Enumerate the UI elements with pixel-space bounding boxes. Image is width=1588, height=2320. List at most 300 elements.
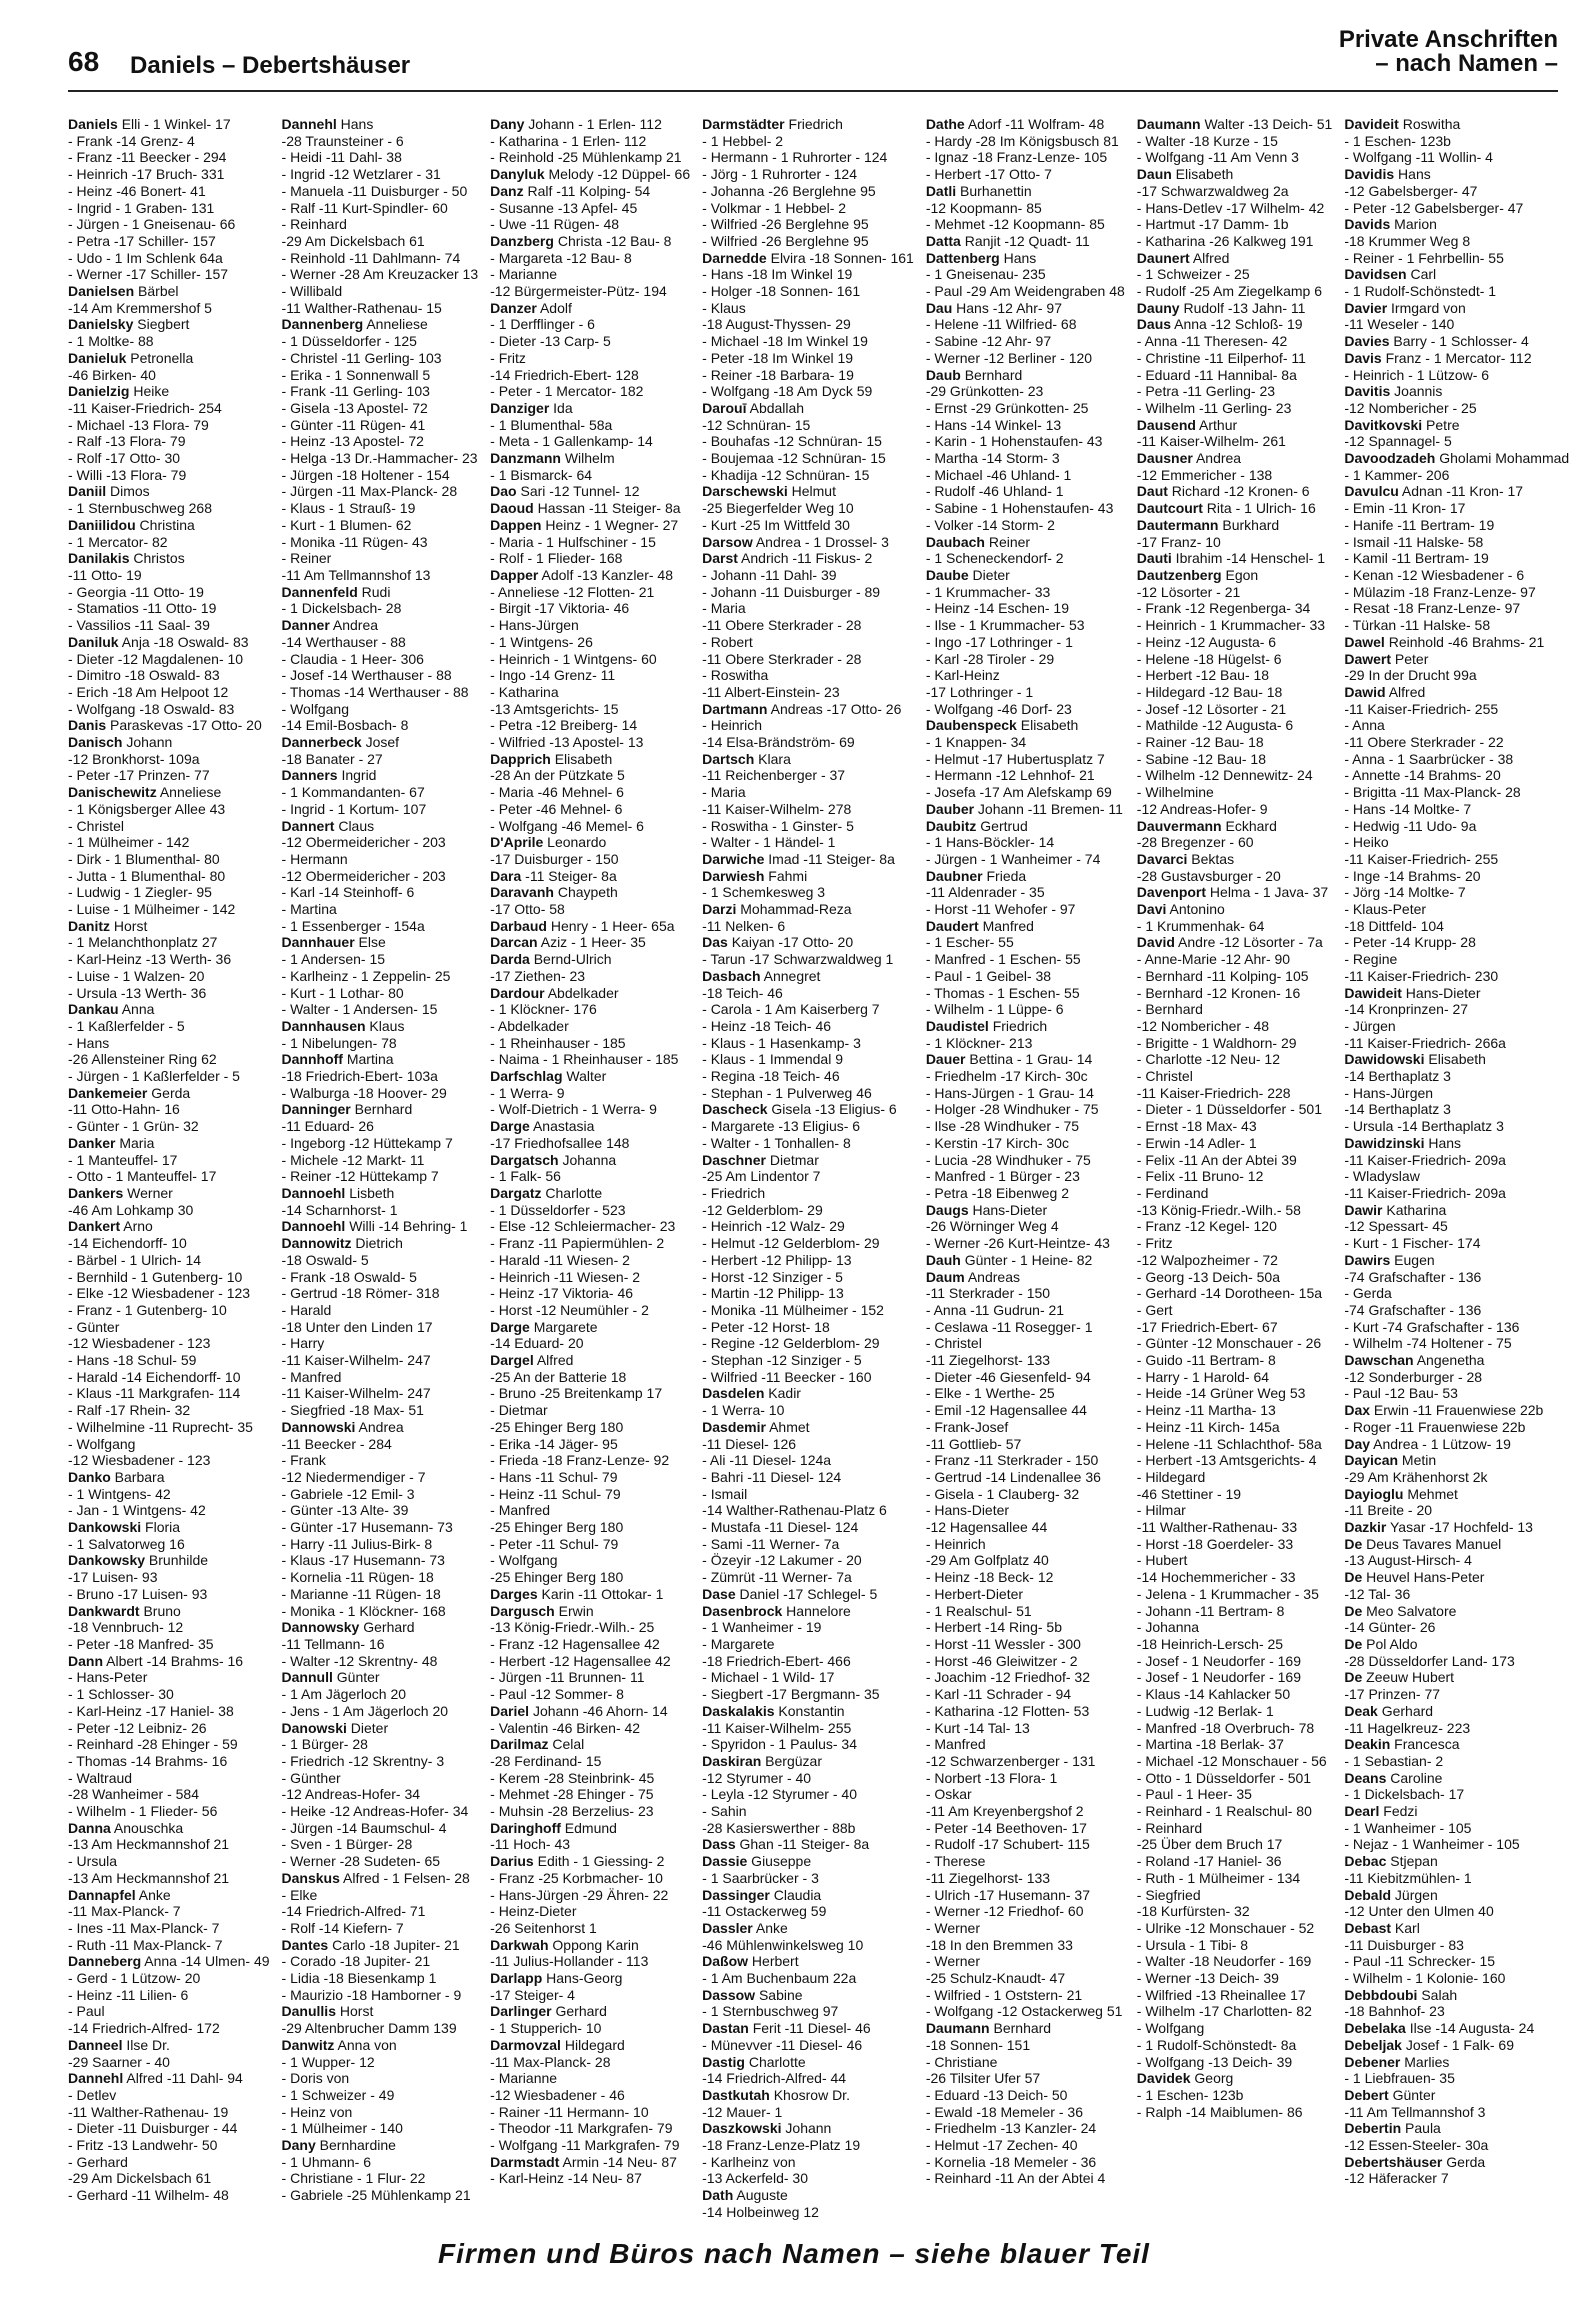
directory-column <box>68 116 270 2216</box>
directory-entry: - Hildegard -12 Bau- 18 <box>1136 683 1283 700</box>
directory-entry: - Heinz -17 Viktoria- 46 <box>490 1285 634 1302</box>
surname: Darcan <box>490 934 538 951</box>
directory-entry: - Margarete <box>702 1635 775 1652</box>
directory-entry: - Karl -28 Tiroler - 29 <box>925 650 1055 667</box>
surname: Daskiran <box>702 1752 762 1769</box>
directory-column <box>1137 116 1333 2216</box>
surname: Danziger <box>490 399 550 416</box>
surname: Dannull <box>281 1669 333 1686</box>
directory-entry: - Heinz -46 Bonert- 41 <box>68 182 206 199</box>
directory-entry: - Erwin -14 Adler- 1 <box>1136 1134 1257 1151</box>
directory-entry: - Peter -14 Beethoven- 17 <box>925 1819 1087 1836</box>
directory-entry: Dayican Metin <box>1344 1452 1437 1469</box>
directory-entry: - Ali -11 Diesel- 124a <box>702 1452 832 1469</box>
directory-entry: - Heinz -11 Kirch- 145a <box>1136 1418 1280 1435</box>
surname: Dassie <box>702 1853 748 1870</box>
surname: De <box>1344 1602 1363 1619</box>
directory-entry: - Johann -11 Bertram- 8 <box>1136 1602 1285 1619</box>
directory-entry: - Klaus - 1 Immendal 9 <box>702 1051 843 1068</box>
directory-entry: -11 Kaiser-Friedrich- 266a <box>1344 1034 1506 1051</box>
surname: Dannhauer <box>281 934 355 951</box>
directory-entry: - Jürgen -18 Holtener - 154 <box>281 466 450 483</box>
directory-entry: -28 Bregenzer - 60 <box>1136 834 1254 851</box>
directory-entry: - Lidia -18 Biesenkamp 1 <box>281 1970 437 1987</box>
directory-entry: -13 König-Friedr.-Wilh.- 58 <box>1136 1201 1301 1218</box>
directory-entry: - 1 Blumenthal- 58a <box>490 416 613 433</box>
surname: Darwiche <box>702 850 765 867</box>
directory-entry: Dax Erwin -11 Frauenwiese 22b <box>1344 1402 1544 1419</box>
directory-entry: -17 Otto- 58 <box>490 901 565 918</box>
directory-entry: -11 Kaiser-Friedrich- 255 <box>1344 700 1499 717</box>
surname: Debeljak <box>1344 2036 1402 2053</box>
directory-entry: - Friedrich <box>702 1185 766 1201</box>
directory-entry: - Bernhard -11 Kolping- 105 <box>1136 967 1309 984</box>
directory-entry: - Walter -18 Kurze - 15 <box>1136 132 1278 149</box>
directory-entry: Daoud Hassan -11 Steiger- 8a <box>490 500 681 517</box>
directory-entry: Dannert Claus <box>281 817 375 834</box>
directory-entry: -12 Nombericher - 25 <box>1344 399 1477 416</box>
directory-entry: - Roland -17 Haniel- 36 <box>1136 1853 1282 1870</box>
surname: Dawert <box>1344 650 1392 667</box>
directory-entry: - Heinz -11 Lilien- 6 <box>68 1986 189 2003</box>
directory-entry: Darsow Andrea - 1 Drossel- 3 <box>702 533 889 550</box>
surname: Dastig <box>702 2053 745 2070</box>
directory-entry: - Günter -12 Monschauer - 26 <box>1136 1335 1322 1352</box>
directory-entry: - Wilfried - 1 Oststern- 21 <box>925 1986 1083 2003</box>
surname: Dauti <box>1136 550 1172 567</box>
directory-entry: - Reiner <box>281 550 332 567</box>
directory-entry: - Paul <box>68 2003 105 2020</box>
directory-entry: - Harald -14 Eichendorff- 10 <box>68 1368 241 1385</box>
directory-entry: -12 Spannagel- 5 <box>1344 433 1452 450</box>
directory-entry: -11 Am Tellmannshof 3 <box>1344 2103 1486 2120</box>
directory-entry: -25 Am Lindentor 7 <box>702 1168 821 1185</box>
directory-entry: - Katharina <box>490 683 559 700</box>
directory-entry: - Klaus -17 Husemann- 73 <box>281 1552 445 1569</box>
directory-entry: -13 Amtsgerichts- 15 <box>490 700 619 717</box>
directory-entry: - Klaus -14 Kahlacker 50 <box>1136 1686 1291 1703</box>
directory-entry: - Karl -14 Steinhoff- 6 <box>281 884 415 901</box>
directory-entry: - Karin - 1 Hohenstaufen- 43 <box>925 433 1103 450</box>
directory-entry: - Bruno -25 Breitenkamp 17 <box>490 1385 663 1402</box>
directory-entry: Daum Andreas <box>925 1268 1020 1285</box>
directory-entry: - Thomas -14 Brahms- 16 <box>68 1752 228 1769</box>
directory-entry: - Uwe -11 Rügen- 48 <box>490 216 620 233</box>
directory-entry: - Klaus <box>702 299 746 316</box>
directory-entry: Davidis Hans <box>1344 166 1431 183</box>
surname: Dannowitz <box>281 1235 352 1252</box>
directory-entry: Dannenfeld Rudi <box>281 583 391 600</box>
directory-entry: -11 Otto- 19 <box>68 566 142 583</box>
directory-entry: -25 Schulz-Knaudt- 47 <box>925 1970 1066 1987</box>
surname: Dankau <box>68 1001 119 1018</box>
directory-entry: - Ruth -11 Max-Planck- 7 <box>68 1936 223 1953</box>
directory-entry: Daumann Bernhard <box>925 2020 1052 2037</box>
directory-entry: - Waltraud <box>68 1769 133 1786</box>
directory-entry: Daringhoff Edmund <box>490 1819 617 1836</box>
directory-entry: - Eduard -13 Deich- 50 <box>925 2086 1068 2103</box>
surname: Dawschan <box>1344 1352 1414 1369</box>
surname: Dawidowski <box>1344 1051 1425 1068</box>
directory-entry: Dasdemir Ahmet <box>702 1418 810 1435</box>
directory-entry: Dannowsky Gerhard <box>281 1619 415 1636</box>
directory-entry: Davis Franz - 1 Mercator- 112 <box>1344 349 1532 366</box>
directory-entry: - Josefa -17 Am Alefskamp 69 <box>925 784 1112 801</box>
surname: Dax <box>1344 1402 1371 1419</box>
directory-entry: -28 Düsseldorfer Land- 173 <box>1344 1652 1515 1669</box>
directory-entry: Darzi Mohammad-Reza <box>702 901 852 918</box>
surname: Dausend <box>1136 416 1196 433</box>
directory-entry: - Ralf -17 Rhein- 32 <box>68 1402 191 1419</box>
directory-entry: - Heinz von <box>281 2103 353 2120</box>
directory-entry: - Ilse -28 Windhuker - 75 <box>925 1118 1080 1135</box>
surname: Darges <box>490 1585 538 1602</box>
directory-entry: -12 Koopmann- 85 <box>925 199 1042 216</box>
directory-entry: - Lucia -28 Windhuker - 75 <box>925 1151 1091 1168</box>
directory-entry: - Wolfgang -12 Ostackerweg 51 <box>925 2003 1123 2020</box>
directory-entry: - Johann -11 Dahl- 39 <box>702 566 837 583</box>
directory-entry: -11 Julius-Hollander - 113 <box>490 1953 649 1970</box>
directory-entry: - 1 Am Jägerloch 20 <box>281 1686 407 1703</box>
directory-entry: Daugs Hans-Dieter <box>925 1201 1048 1218</box>
directory-entry: - Leyla -12 Styrumer - 40 <box>702 1786 857 1803</box>
directory-entry: - Birgit -17 Viktoria- 46 <box>490 600 630 617</box>
directory-entry: - Else -12 Schleiermacher- 23 <box>490 1218 676 1235</box>
directory-entry: -18 Dittfeld- 104 <box>1344 917 1444 934</box>
directory-entry: -25 Ehinger Berg 180 <box>490 1418 624 1435</box>
surname: Dauh <box>925 1251 961 1268</box>
directory-entry: Dawideit Hans-Dieter <box>1344 984 1481 1001</box>
directory-entry: Daus Anna -12 Schloß- 19 <box>1136 316 1303 333</box>
directory-entry: - Marianne <box>490 266 558 283</box>
directory-entry: - Ferdinand <box>1136 1185 1209 1201</box>
surname: D'Aprile <box>490 834 544 851</box>
directory-entry: - Manuela -11 Duisburger - 50 <box>281 182 468 199</box>
directory-entry: - Türkan -11 Halske- 58 <box>1344 617 1491 634</box>
directory-entry: - Ralf -11 Kurt-Spindler- 60 <box>281 199 448 216</box>
surname: Darilmaz <box>490 1736 549 1753</box>
directory-entry: Debald Jürgen <box>1344 1886 1438 1903</box>
directory-entry: - Anna -11 Gudrun- 21 <box>925 1301 1065 1318</box>
surname: Davies <box>1344 333 1390 350</box>
surname: Dannoehl <box>281 1185 346 1201</box>
directory-entry: - Helga -13 Dr.-Hammacher- 23 <box>281 450 478 467</box>
directory-entry: -17 Luisen- 93 <box>68 1569 158 1586</box>
directory-entry: - 1 Melanchthonplatz 27 <box>68 934 218 951</box>
directory-entry: - Walter - 1 Tonhallen- 8 <box>702 1134 851 1151</box>
surname: Dannhausen <box>281 1017 366 1034</box>
surname: Daudistel <box>925 1017 989 1034</box>
directory-entry: - Theodor -11 Markgrafen- 79 <box>490 2120 673 2137</box>
directory-entry: - Kurt -25 Im Wittfeld 30 <box>702 516 850 533</box>
directory-entry: -28 An der Pützkate 5 <box>490 767 625 784</box>
directory-entry: -13 Ackerfeld- 30 <box>702 2170 808 2187</box>
surname: Dankwardt <box>68 1602 140 1619</box>
directory-entry: -14 Berthaplatz 3 <box>1344 1068 1451 1085</box>
directory-entry: -12 Lösorter - 21 <box>1136 583 1241 600</box>
directory-entry: - Wolfgang -46 Dorf- 23 <box>925 700 1072 717</box>
directory-entry: - 1 Bürger- 28 <box>281 1736 368 1753</box>
directory-entry: - Jürgen -14 Baumschul- 4 <box>281 1819 447 1836</box>
directory-entry: - Susanne -13 Apfel- 45 <box>490 199 638 216</box>
directory-entry: - Friedhelm -17 Kirch- 30c <box>925 1068 1088 1085</box>
directory-entry: - Mustafa -11 Diesel- 124 <box>702 1519 859 1536</box>
directory-entry: - Jörg -14 Moltke- 7 <box>1344 884 1466 901</box>
directory-entry: - Özeyir -12 Lakumer - 20 <box>702 1552 862 1569</box>
directory-entry: - 1 Schweizer - 49 <box>281 2086 395 2103</box>
directory-entry: - Wilfried -13 Rheinallee 17 <box>1136 1986 1306 2003</box>
surname: Dauer <box>925 1051 966 1068</box>
directory-entry: - Ernst -18 Max- 43 <box>1136 1118 1257 1135</box>
directory-entry: - Hans -14 Winkel- 13 <box>925 416 1062 433</box>
surname: Debertin <box>1344 2120 1402 2137</box>
surname: Danisch <box>68 734 123 751</box>
surname: Dayioglu <box>1344 1485 1404 1502</box>
directory-entry: Das Kaiyan -17 Otto- 20 <box>702 934 854 951</box>
directory-entry: - Günter - 1 Grün- 32 <box>68 1118 199 1135</box>
directory-entry: - Anna <box>1344 717 1385 734</box>
directory-entry: - Heinz -11 Schul- 79 <box>490 1485 621 1502</box>
surname: Dankowsky <box>68 1552 146 1569</box>
directory-entry: Dartmann Andreas -17 Otto- 26 <box>702 700 902 717</box>
directory-entry: - Peter -46 Mehnel- 6 <box>490 800 623 817</box>
surname: Dapprich <box>490 750 551 767</box>
directory-entry: - Wilfried -13 Apostel- 13 <box>490 734 644 751</box>
directory-entry: - Heinz -18 Beck- 12 <box>925 1569 1054 1586</box>
surname: Daubenspeck <box>925 717 1017 734</box>
surname: Dautcourt <box>1136 500 1203 517</box>
surname: Davis <box>1344 349 1382 366</box>
directory-entry: - Wilfried -26 Berglehne 95 <box>702 232 869 249</box>
directory-entry: - Maria - 1 Hulfschiner - 15 <box>490 533 656 550</box>
directory-entry: Dannowski Andrea <box>281 1418 404 1435</box>
directory-entry: Dannoehl Willi -14 Behring- 1 <box>281 1218 468 1235</box>
directory-entry: -11 Obere Sterkrader - 28 <box>702 617 862 634</box>
directory-entry: -11 Walther-Rathenau- 33 <box>1136 1519 1298 1536</box>
directory-entry: - Wilhelm -11 Gerling- 23 <box>1136 399 1292 416</box>
directory-entry: - Helene -18 Hügelst- 6 <box>1136 650 1282 667</box>
directory-entry: -11 Kaiser-Friedrich- 255 <box>1344 850 1499 867</box>
surname: Dartsch <box>702 750 755 767</box>
directory-entry: - Gabriele -25 Mühlenkamp 21 <box>281 2187 471 2204</box>
directory-entry: - Robert <box>702 633 753 650</box>
directory-entry: - Franz -25 Korbmacher- 10 <box>490 1869 663 1886</box>
directory-entry: Dannehl Alfred -11 Dahl- 94 <box>68 2070 243 2087</box>
directory-entry: - Reinhard - 1 Realschul- 80 <box>1136 1803 1312 1820</box>
directory-entry: - 1 Sebastian- 2 <box>1344 1752 1444 1769</box>
surname: Dara <box>490 867 522 884</box>
directory-entry: - Regine -12 Gelderblom- 29 <box>702 1335 880 1352</box>
directory-entry: Darschewski Helmut <box>702 483 836 500</box>
directory-entry: -11 Ziegelhorst- 133 <box>925 1352 1051 1369</box>
directory-entry: -12 Andreas-Hofer- 34 <box>281 1786 421 1803</box>
directory-entry: - Valentin -46 Birken- 42 <box>490 1719 641 1736</box>
directory-entry: - Maria <box>702 784 746 801</box>
directory-entry: Daut Richard -12 Kronen- 6 <box>1136 483 1310 500</box>
directory-entry: - Wolfgang <box>490 1552 558 1569</box>
directory-entry: - Reinhard <box>281 216 347 233</box>
directory-entry: - Walter -12 Skrentny- 48 <box>281 1652 438 1669</box>
directory-entry: - Dieter -11 Duisburger - 44 <box>68 2120 238 2137</box>
directory-entry: - Ilse - 1 Krummacher- 53 <box>925 617 1085 634</box>
directory-entry: De Deus Tavares Manuel <box>1344 1535 1502 1552</box>
directory-entry: -12 Tal- 36 <box>1344 1585 1411 1602</box>
directory-entry: - Georg -13 Deich- 50a <box>1136 1268 1280 1285</box>
directory-entry: Dasenbrock Hannelore <box>702 1602 851 1619</box>
directory-entry: - Ralf -13 Flora- 79 <box>68 433 186 450</box>
surname: Danielsky <box>68 316 134 333</box>
directory-entry: - Wolfgang -18 Am Dyck 59 <box>702 383 873 400</box>
directory-entry: - Hermann -12 Lehnhof- 21 <box>925 767 1095 784</box>
directory-entry: Danielsen Bärbel <box>68 283 179 300</box>
directory-entry: - Wolfgang -11 Wollin- 4 <box>1344 149 1493 166</box>
directory-entry: - Peter -11 Schul- 79 <box>490 1535 619 1552</box>
directory-entry: -11 Walther-Rathenau- 19 <box>68 2103 229 2120</box>
directory-entry: - Gisela - 1 Clauberg- 32 <box>925 1485 1080 1502</box>
directory-entry: Dawirs Eugen <box>1344 1251 1435 1268</box>
surname: Davier <box>1344 299 1388 316</box>
directory-entry: - Manfred <box>925 1736 986 1753</box>
directory-entry: - Ingrid - 1 Kortum- 107 <box>281 800 427 817</box>
directory-entry: - Brigitte - 1 Waldhorn- 29 <box>1136 1034 1297 1051</box>
directory-entry: - Michael - 1 Wild- 17 <box>702 1669 835 1686</box>
directory-entry: - Christine -11 Eilperhof- 11 <box>1136 349 1306 366</box>
surname: Darkwah <box>490 1936 549 1953</box>
directory-entry: - Hans-Jürgen <box>1344 1084 1434 1101</box>
directory-entry: - Bahri -11 Diesel- 124 <box>702 1468 842 1485</box>
directory-entry: -18 Teich- 46 <box>702 984 783 1001</box>
surname: Daubner <box>925 867 983 884</box>
directory-entry: - 1 Mülheimer - 140 <box>281 2120 403 2137</box>
directory-entry: - Gerhard -11 Wilhelm- 48 <box>68 2187 229 2204</box>
directory-entry: -46 Stettiner - 19 <box>1136 1485 1242 1502</box>
directory-entry: - Frank -11 Gerling- 103 <box>281 383 430 400</box>
surname: Davids <box>1344 216 1391 233</box>
surname: Danz <box>490 182 524 199</box>
directory-entry: - Anna - 1 Saarbrücker - 38 <box>1344 750 1514 767</box>
directory-entry: Dase Daniel -17 Schlegel- 5 <box>702 1585 878 1602</box>
directory-entry: Darmstadt Armin -14 Neu- 87 <box>490 2153 677 2170</box>
directory-entry: - Kerem -28 Steinbrink- 45 <box>490 1769 655 1786</box>
directory-entry: - Bernhard <box>1136 1001 1203 1018</box>
surname: Darmstadt <box>490 2153 560 2170</box>
surname: Darge <box>490 1118 530 1135</box>
directory-entry: - Ismail <box>702 1485 748 1502</box>
directory-entry: -11 Kaiser-Wilhelm- 247 <box>281 1352 431 1369</box>
directory-entry: -28 Traunsteiner - 6 <box>281 132 404 149</box>
directory-entry: - Ingo -17 Lothringer - 1 <box>925 633 1073 650</box>
directory-entry: - Paul -29 Am Weidengraben 48 <box>925 283 1125 300</box>
directory-entry: Darfschlag Walter <box>490 1068 607 1085</box>
directory-entry: - Peter -17 Prinzen- 77 <box>68 767 210 784</box>
directory-entry: - Hans-Jürgen -29 Ähren- 22 <box>490 1886 669 1903</box>
directory-entry: De Meo Salvatore <box>1344 1602 1457 1619</box>
directory-entry: - Günter <box>68 1318 120 1335</box>
directory-entry: - Johann -11 Duisburger - 89 <box>702 583 881 600</box>
directory-entry: - Bernhard -12 Kronen- 16 <box>1136 984 1301 1001</box>
directory-entry: - Karlheinz von <box>702 2153 796 2170</box>
directory-entry: - Jelena - 1 Krummacher - 35 <box>1136 1585 1319 1602</box>
directory-entry: - Peter -18 Manfred- 35 <box>68 1635 214 1652</box>
directory-entry: - Stephan - 1 Pulverweg 46 <box>702 1084 872 1101</box>
directory-entry: Dauber Johann -11 Bremen- 11 <box>925 800 1123 817</box>
directory-entry: -12 Wiesbadener - 123 <box>68 1452 211 1469</box>
directory-entry: Daniil Dimos <box>68 483 150 500</box>
directory-entry: - Paul -12 Sommer- 8 <box>490 1686 624 1703</box>
directory-entry: Davideit Roswitha <box>1344 116 1461 132</box>
directory-entry: -11 Max-Planck- 28 <box>490 2053 611 2070</box>
directory-entry: -11 Kaiser-Friedrich- 228 <box>1136 1084 1291 1101</box>
directory-entry: - Christel -11 Gerling- 103 <box>281 349 442 366</box>
directory-entry: -29 Am Dickelsbach 61 <box>281 232 425 249</box>
directory-entry: Davulcu Adnan -11 Kron- 17 <box>1344 483 1524 500</box>
surname: Darius <box>490 1853 534 1870</box>
directory-entry: - 1 Bismarck- 64 <box>490 466 593 483</box>
directory-entry: - Bruno -17 Luisen- 93 <box>68 1585 208 1602</box>
surname: Danowski <box>281 1719 347 1736</box>
surname: Davidek <box>1136 2070 1191 2087</box>
directory-entry: Dayioglu Mehmet <box>1344 1485 1458 1502</box>
directory-entry: -11 Kaiser-Friedrich- 254 <box>68 399 222 416</box>
directory-entry: -14 Friedrich-Alfred- 172 <box>68 2020 220 2037</box>
directory-entry: - Wilhelm -12 Dennewitz- 24 <box>1136 767 1313 784</box>
directory-entry: - Dirk - 1 Blumenthal- 80 <box>68 850 220 867</box>
directory-entry: -14 Hochemmericher - 33 <box>1136 1569 1296 1586</box>
surname: Darzi <box>702 901 737 918</box>
directory-entry: - Kurt -14 Tal- 13 <box>925 1719 1030 1736</box>
directory-entry: Davitis Joannis <box>1344 383 1443 400</box>
surname: Darnedde <box>702 249 767 266</box>
directory-entry: - Kerstin -17 Kirch- 30c <box>925 1134 1069 1151</box>
directory-entry: - Reinhard -11 An der Abtei 4 <box>925 2170 1106 2187</box>
directory-entry: -14 Walther-Rathenau-Platz 6 <box>702 1502 887 1519</box>
directory-entry: - Heinrich <box>925 1535 986 1552</box>
directory-entry: -28 Kasierswerther - 88b <box>702 1819 856 1836</box>
directory-entry: - Doris von <box>281 2070 350 2087</box>
directory-entry: Darmstädter Friedrich <box>702 116 843 132</box>
directory-entry: - Klaus-Peter <box>1344 901 1427 918</box>
directory-entry: Dearl Fedzi <box>1344 1803 1418 1820</box>
directory-entry: Dauny Rudolf -13 Jahn- 11 <box>1136 299 1306 316</box>
directory-entry: - Brigitta -11 Max-Planck- 28 <box>1344 784 1521 801</box>
section-title <box>1339 28 1558 76</box>
directory-entry: -18 In den Bremmen 33 <box>925 1936 1073 1953</box>
surname: Danieluk <box>68 349 127 366</box>
directory-entry: Daudert Manfred <box>925 917 1034 934</box>
directory-entry: Dascheck Gisela -13 Eligius- 6 <box>702 1101 897 1118</box>
directory-entry: - Ursula <box>68 1853 118 1870</box>
surname: Davideit <box>1344 116 1399 132</box>
surname: Dargusch <box>490 1602 555 1619</box>
directory-entry: - Manfred <box>490 1502 551 1519</box>
directory-entry: - Sami -11 Werner- 7a <box>702 1535 840 1552</box>
surname: Daumann <box>925 2020 990 2037</box>
directory-entry: De Heuvel Hans-Peter <box>1344 1569 1485 1586</box>
directory-entry: - Jürgen -11 Max-Planck- 28 <box>281 483 458 500</box>
directory-entry: - Hans-Peter <box>68 1669 148 1686</box>
directory-entry: - Emil -12 Hagensallee 44 <box>925 1402 1087 1419</box>
directory-entry: -17 Schwarzwaldweg 2a <box>1136 182 1289 199</box>
surname: Dass <box>702 1836 736 1853</box>
directory-entry: - Wolfgang -18 Oswald- 83 <box>68 700 235 717</box>
directory-entry: -26 Seitenhorst 1 <box>490 1919 597 1936</box>
directory-entry: - Sahin <box>702 1803 747 1820</box>
surname: Debbdoubi <box>1344 1986 1418 2003</box>
surname: Dartmann <box>702 700 768 717</box>
directory-entry: Darlapp Hans-Georg <box>490 1970 623 1987</box>
directory-entry: - Wilhelm - 1 Lüppe- 6 <box>925 1001 1064 1018</box>
directory-entry: - Michael -12 Monschauer - 56 <box>1136 1752 1327 1769</box>
